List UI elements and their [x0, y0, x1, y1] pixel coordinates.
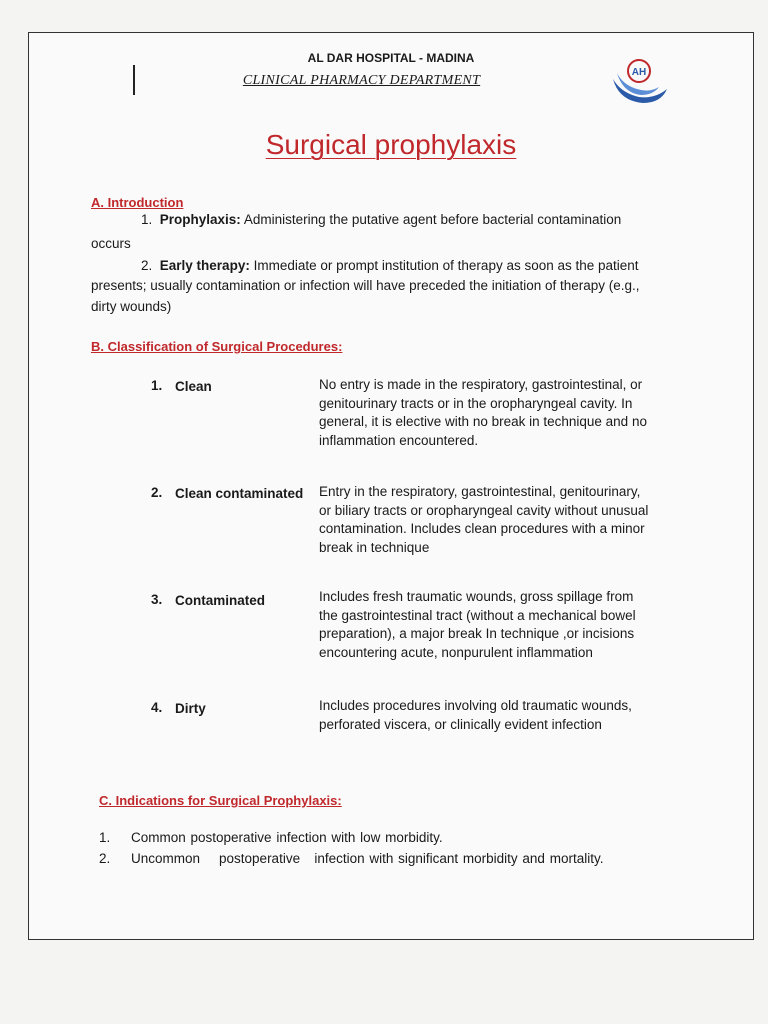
indication-num: 1.	[99, 830, 111, 845]
department-name: CLINICAL PHARMACY DEPARTMENT	[242, 73, 481, 88]
indication-text: Common postoperative infection with low morbidity.	[131, 830, 443, 845]
page-title: Surgical prophylaxis	[265, 129, 517, 160]
hospital-logo-icon	[609, 49, 669, 109]
intro-item-2: 2. Early therapy: Immediate or prompt institution of therapy as soon as the patient	[141, 258, 639, 273]
class-num: 1.	[151, 378, 163, 393]
class-name: Clean contaminated	[175, 486, 304, 501]
class-desc: Includes fresh traumatic wounds, gross spillage from the gastrointestinal tract (without a mechanical bowel preparation), a major break In technique ,or incisions encountering acute, nonpurulent inflammation	[319, 589, 636, 660]
class-desc: Includes procedures involving old traumatic wounds, perforated viscera, or clinically evident infection	[319, 698, 632, 732]
class-num: 2.	[151, 485, 163, 500]
header-rule	[133, 65, 135, 95]
intro-item-1: 1. Prophylaxis: Administering the putative agent before bacterial contamination	[141, 212, 622, 227]
section-a-heading: A. Introduction	[91, 195, 184, 210]
section-b-heading: B. Classification of Surgical Procedures:	[91, 339, 343, 354]
section-c-heading: C. Indications for Surgical Prophylaxis:	[99, 793, 342, 808]
class-name: Clean	[175, 379, 212, 394]
class-desc: No entry is made in the respiratory, gastrointestinal, or genitourinary tracts or in the oropharyngeal cavity. In general, it is elective with no break in technique and no inflammation encountered.	[319, 377, 647, 448]
hospital-name: AL DAR HOSPITAL - MADINA	[307, 51, 475, 65]
intro-item-1-cont: occurs	[91, 236, 131, 251]
indication-num: 2.	[99, 851, 111, 866]
document-page	[28, 32, 754, 940]
class-name: Contaminated	[175, 593, 266, 608]
intro-item-2-cont: presents; usually contamination or infection will have preceded the initiation of therapy (e.g.,	[91, 278, 640, 293]
logo-text: AH	[631, 67, 647, 78]
class-desc: Entry in the respiratory, gastrointestinal, genitourinary, or biliary tracts or oropharyngeal cavity without unusual contamination. Includes clean procedures with a minor break in technique	[319, 484, 649, 555]
class-num: 3.	[151, 592, 163, 607]
class-name: Dirty	[175, 701, 206, 716]
class-num: 4.	[151, 700, 163, 715]
indication-text: Uncommon postoperative infection with significant morbidity and mortality.	[131, 851, 604, 866]
intro-item-2-cont2: dirty wounds)	[91, 299, 172, 314]
